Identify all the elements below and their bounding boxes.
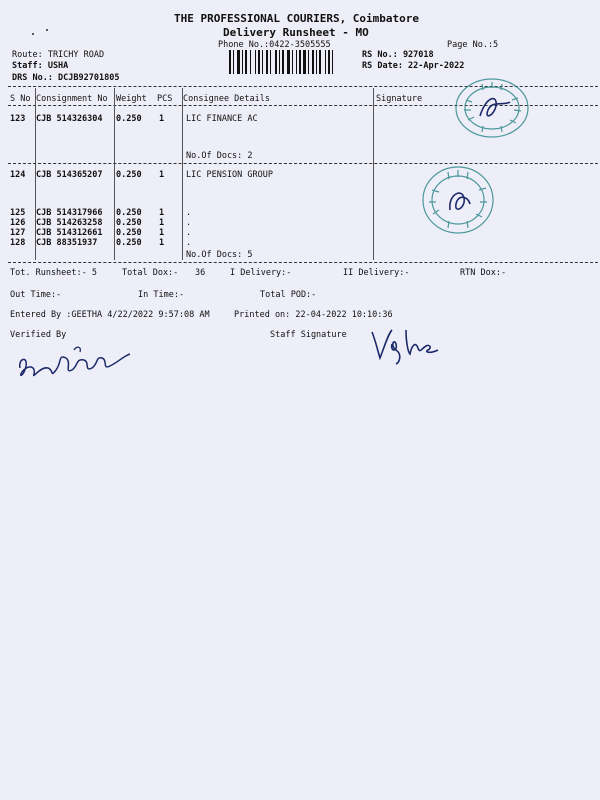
barcode-bar [245, 50, 247, 74]
phone-number: Phone No.:0422-3505555 [218, 40, 331, 50]
barcode-bar [279, 50, 280, 74]
barcode-bar [319, 50, 321, 74]
barcode-bar [292, 50, 293, 74]
document-title: Delivery Runsheet - MO [223, 26, 369, 39]
route: Route: TRICHY ROAD [12, 50, 105, 60]
out-time: Out Time:- [10, 290, 62, 300]
column-divider [182, 88, 183, 260]
rs-number: RS No.: 927018 [362, 50, 434, 60]
barcode-bar [299, 50, 301, 74]
verified-signature [14, 336, 134, 386]
barcode-bar [233, 50, 234, 74]
barcode-bar [296, 50, 297, 74]
row-pcs: 1 [159, 228, 165, 238]
row-separator [8, 163, 598, 164]
barcode-bar [332, 50, 333, 74]
row-pcs: 1 [159, 114, 165, 124]
barcode-bar [308, 50, 309, 74]
col-consignee: Consignee Details [183, 94, 270, 104]
row-pcs: 1 [159, 208, 165, 218]
row-consignee: . [186, 228, 192, 238]
ii-delivery: II Delivery:- [343, 268, 410, 278]
row-pcs: 1 [159, 218, 165, 228]
total-dox-label: Total Dox:- [122, 268, 179, 278]
barcode-bar [266, 50, 268, 74]
staff-signature-label: Staff Signature [270, 330, 347, 340]
row-consignee: . [186, 208, 192, 218]
staff-name: Staff: USHA [12, 61, 69, 71]
row-weight: 0.250 [116, 228, 142, 238]
staff-signature [366, 322, 446, 366]
row-pcs: 1 [159, 238, 165, 248]
drs-number: DRS No.: DCJB92701805 [12, 73, 120, 83]
row-sno: 128 [10, 238, 26, 248]
col-weight: Weight [116, 94, 147, 104]
row-sno: 123 [10, 114, 26, 124]
entered-by: Entered By :GEETHA 4/22/2022 9:57:08 AM [10, 310, 210, 320]
total-runsheet: Tot. Runsheet:- 5 [10, 268, 97, 278]
barcode-bar [316, 50, 317, 74]
barcode-bar [275, 50, 277, 74]
row-sno: 125 [10, 208, 26, 218]
barcode-bar [237, 50, 240, 74]
row-consignment: CJB 514365207 [36, 170, 103, 180]
printed-on: Printed on: 22-04-2022 10:10:36 [234, 310, 393, 320]
total-dox-value: 36 [195, 268, 206, 278]
barcode-bar [303, 50, 306, 74]
paper-speck [32, 33, 34, 35]
row-pcs: 1 [159, 170, 165, 180]
row-sno: 126 [10, 218, 26, 228]
docs-count: No.Of Docs: 2 [186, 151, 253, 161]
row-weight: 0.250 [116, 114, 142, 124]
table-bottom-rule [8, 262, 598, 263]
barcode-bar [262, 50, 263, 74]
barcode-bar [325, 50, 326, 74]
row-consignment: CJB 514317966 [36, 208, 103, 218]
barcode-bar [312, 50, 314, 74]
in-time: In Time:- [138, 290, 185, 300]
col-pcs: PCS [157, 94, 173, 104]
barcode-bar [282, 50, 284, 74]
barcode-bar [258, 50, 260, 74]
row-consignee: LIC PENSION GROUP [186, 170, 273, 180]
col-sno: S No [10, 94, 31, 104]
total-pod: Total POD:- [260, 290, 317, 300]
paper-speck [46, 29, 48, 31]
stamp-seal [452, 76, 532, 140]
row-weight: 0.250 [116, 170, 142, 180]
rtn-dox: RTN Dox:- [460, 268, 507, 278]
row-consignment: CJB 514326304 [36, 114, 103, 124]
col-consignment: Consignment No [36, 94, 108, 104]
page-number: Page No.:5 [447, 40, 499, 50]
column-divider [373, 88, 374, 260]
row-weight: 0.250 [116, 218, 142, 228]
barcode-bar [270, 50, 271, 74]
verified-by-label: Verified By [10, 330, 67, 340]
i-delivery: I Delivery:- [230, 268, 292, 278]
row-weight: 0.250 [116, 208, 142, 218]
barcode-bar [328, 50, 330, 74]
column-divider [114, 88, 115, 260]
row-consignment: CJB 514312661 [36, 228, 103, 238]
stamp-seal [418, 164, 498, 236]
company-name: THE PROFESSIONAL COURIERS, Coimbatore [174, 12, 420, 25]
rs-date: RS Date: 22-Apr-2022 [362, 61, 465, 71]
row-consignee: . [186, 218, 192, 228]
row-sno: 124 [10, 170, 26, 180]
row-consignee: LIC FINANCE AC [186, 114, 258, 124]
row-weight: 0.250 [116, 238, 142, 248]
barcode-bar [287, 50, 290, 74]
barcode-bar [250, 50, 251, 74]
barcode-bar [229, 50, 231, 74]
col-signature: Signature [376, 94, 423, 104]
row-consignment: CJB 88351937 [36, 238, 98, 248]
barcode [229, 50, 361, 74]
docs-count: No.Of Docs: 5 [186, 250, 253, 260]
row-consignment: CJB 514263258 [36, 218, 103, 228]
row-sno: 127 [10, 228, 26, 238]
row-consignee: . [186, 238, 192, 248]
barcode-bar [255, 50, 256, 74]
barcode-bar [242, 50, 243, 74]
